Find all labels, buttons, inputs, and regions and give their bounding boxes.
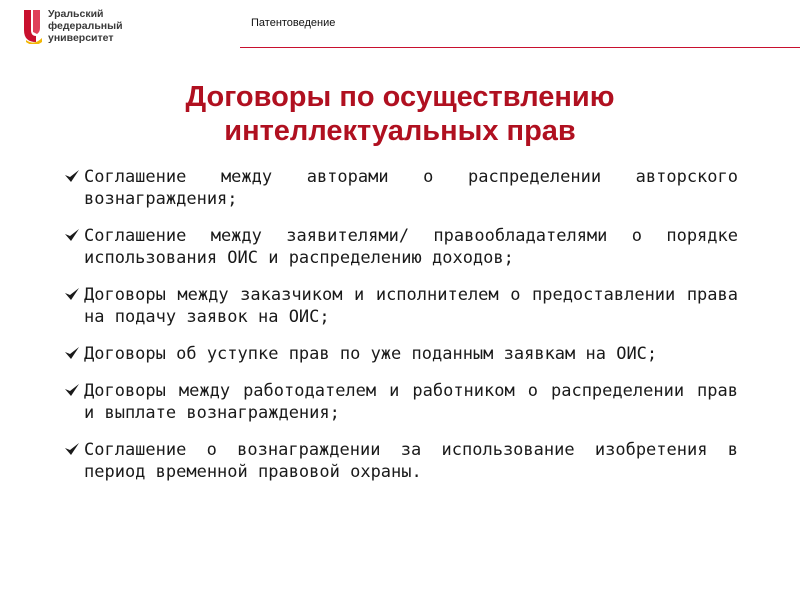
bullet-text: Соглашение между авторами о распределении авторского вознаграждения; — [84, 167, 738, 209]
bullet-item — [62, 225, 738, 269]
arrowhead-check-icon — [64, 383, 80, 399]
title-line-2: интеллектуальных прав — [224, 115, 576, 147]
bullet-text: Договоры об уступке прав по уже поданным заявкам на ОИС; — [84, 344, 658, 364]
bullet-item — [62, 380, 738, 424]
urfu-logo-mark-icon — [22, 8, 44, 44]
logo-line-1: Уральский — [48, 8, 104, 20]
logo-wordmark — [48, 8, 168, 44]
bullet-text: Договоры между заказчиком и исполнителем о предоставлении права на подачу заявок на ОИС; — [84, 285, 738, 327]
slide-header — [0, 0, 800, 52]
bullet-text: Договоры между работодателем и работником о распределении прав и выплате вознаграждения; — [84, 381, 738, 423]
arrowhead-check-icon — [64, 228, 80, 244]
arrowhead-check-icon — [64, 442, 80, 458]
header-divider — [240, 47, 800, 48]
bullet-item — [62, 343, 738, 365]
arrowhead-check-icon — [64, 287, 80, 303]
slide-title — [0, 80, 800, 148]
course-name: Патентоведение — [251, 17, 336, 29]
bullet-list — [62, 166, 738, 498]
bullet-text: Соглашение о вознаграждении за использование изобретения в период временной правовой охраны. — [84, 440, 738, 482]
arrowhead-check-icon — [64, 169, 80, 185]
logo-line-3: университет — [48, 32, 114, 44]
bullet-text: Соглашение между заявителями/ правообладателями о порядке использования ОИС и распределению доходов; — [84, 226, 738, 268]
university-logo — [22, 6, 162, 46]
bullet-item — [62, 439, 738, 483]
logo-line-2: федеральный — [48, 20, 123, 32]
title-line-1: Договоры по осуществлению — [185, 81, 615, 113]
bullet-item — [62, 284, 738, 328]
arrowhead-check-icon — [64, 346, 80, 362]
bullet-item — [62, 166, 738, 210]
